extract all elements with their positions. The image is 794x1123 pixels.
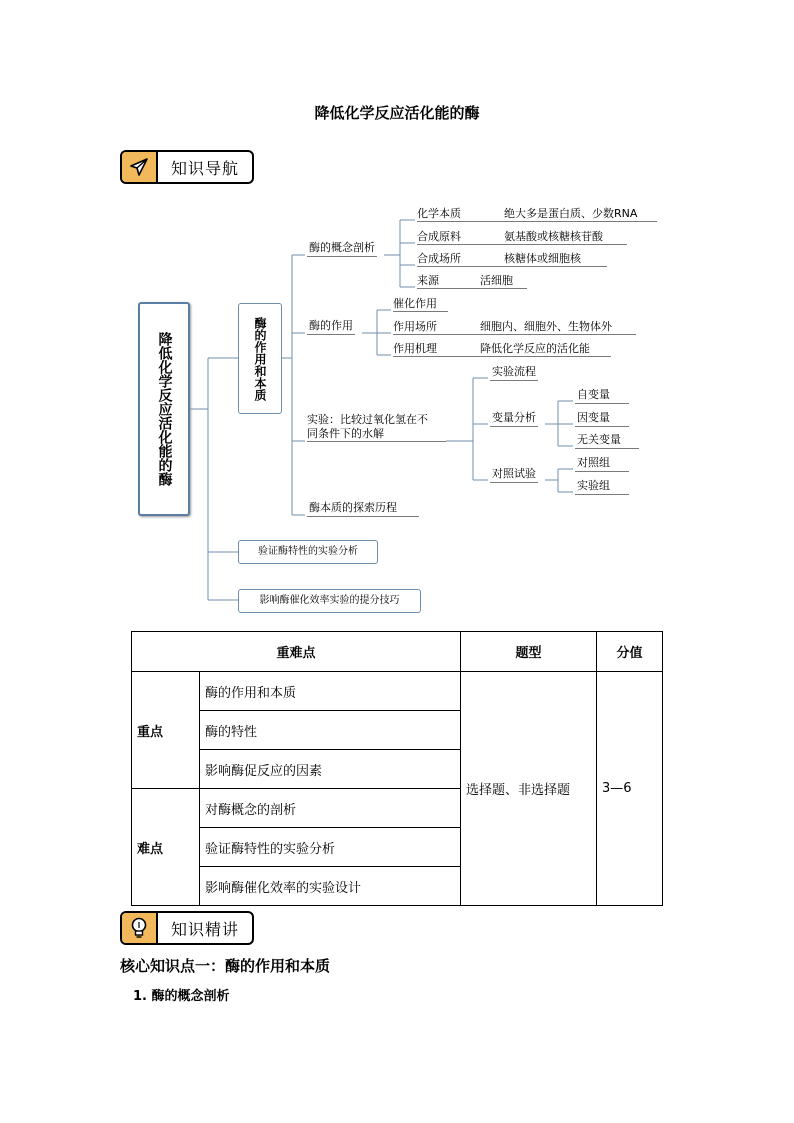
document-title: 降低化学反应活化能的酶 [314, 104, 480, 122]
table-header: 题型 [461, 632, 597, 672]
mindmap-history-label: 酶本质的探索历程 [307, 499, 419, 517]
key-points-table [131, 631, 663, 906]
mindmap-concept-item: 合成原料 氨基酸或核糖核苷酸 [417, 228, 627, 245]
knowledge-explain-badge [120, 911, 254, 945]
mindmap-control-experiment: 对照试验 [490, 465, 538, 483]
table-header: 重难点 [132, 632, 461, 672]
difficulty-label: 难点 [132, 789, 200, 906]
score-cell: 3—6 [597, 672, 663, 906]
mindmap-concept-item: 来源 活细胞 [417, 272, 527, 289]
mindmap-experiment-label: 实验：比较过氧化氢在不 同条件下的水解 [307, 413, 446, 442]
mindmap-concept-label: 酶的概念剖析 [307, 239, 377, 257]
table-cell: 对酶概念的剖析 [200, 789, 461, 828]
mindmap-branch-verify-experiment: 验证酶特性的实验分析 [238, 540, 378, 564]
mindmap-variable-item: 因变量 [575, 409, 629, 427]
knowledge-nav-label: 知识导航 [170, 158, 239, 178]
table-cell: 影响酶促反应的因素 [200, 750, 461, 789]
table-cell: 验证酶特性的实验分析 [200, 828, 461, 867]
mindmap-control-item: 实验组 [575, 477, 629, 495]
mindmap-branch-function-essence: 酶的作用和本质 [238, 303, 282, 414]
subsection-heading: 1. 酶的概念剖析 [133, 989, 230, 1004]
section-heading: 核心知识点一：酶的作用和本质 [120, 957, 331, 975]
table-row [132, 672, 663, 711]
knowledge-explain-label: 知识精讲 [170, 919, 239, 939]
mindmap-function-label: 酶的作用 [307, 317, 355, 335]
table-header: 分值 [597, 632, 663, 672]
table-cell: 酶的作用和本质 [200, 672, 461, 711]
mindmap-variable-item: 无关变量 [575, 431, 639, 449]
lightbulb-icon [122, 913, 158, 943]
mindmap-function-item: 作用机理 降低化学反应的活化能 [393, 340, 611, 357]
mindmap-variable-item: 自变量 [575, 386, 629, 404]
question-type-cell: 选择题、非选择题 [461, 672, 597, 906]
mindmap-root-node: 降低化学反应活化能的酶 [138, 302, 190, 516]
mindmap-function-item: 催化作用 [393, 295, 448, 312]
key-label: 重点 [132, 672, 200, 789]
table-cell: 酶的特性 [200, 711, 461, 750]
mindmap-variable-analysis: 变量分析 [490, 409, 538, 427]
mindmap-function-item: 作用场所 细胞内、细胞外、生物体外 [393, 318, 636, 335]
mindmap-experiment-flow: 实验流程 [490, 363, 538, 381]
table-cell: 影响酶催化效率的实验设计 [200, 867, 461, 906]
mindmap-concept-item: 化学本质 绝大多是蛋白质、少数RNA [417, 205, 657, 222]
mindmap-control-item: 对照组 [575, 454, 629, 472]
mindmap-concept-item: 合成场所 核糖体或细胞核 [417, 250, 607, 267]
mindmap-branch-efficiency-tips: 影响酶催化效率实验的提分技巧 [238, 589, 421, 613]
table-header-row [132, 632, 663, 672]
